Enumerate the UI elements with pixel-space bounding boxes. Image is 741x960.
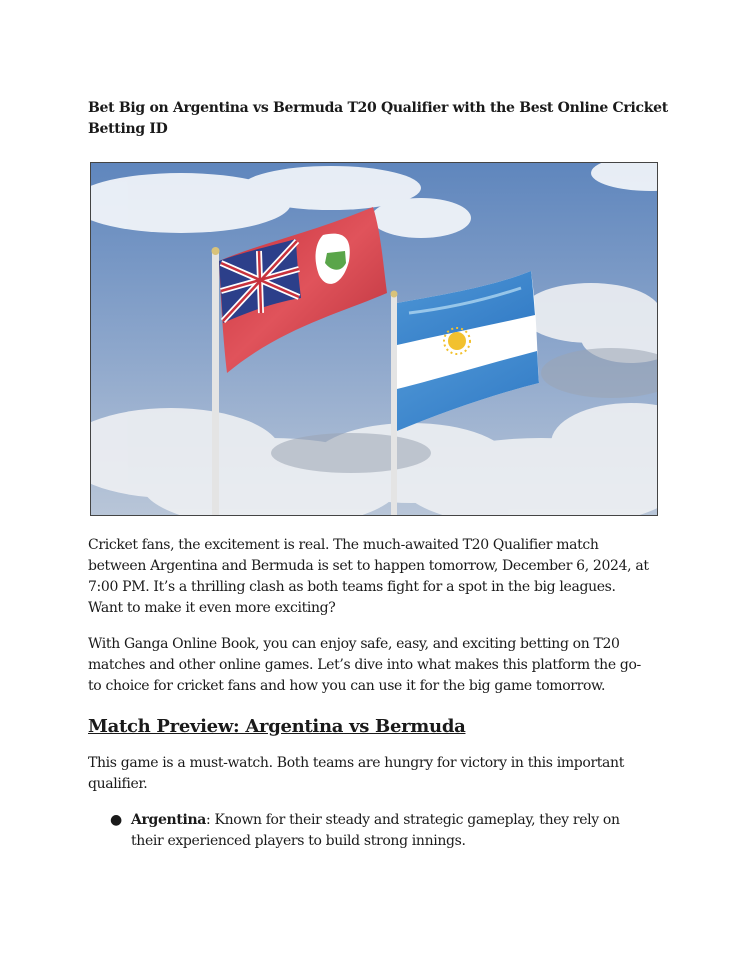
section-heading: Match Preview: Argentina vs Bermuda (88, 716, 466, 737)
bullet-icon: ● (110, 812, 122, 828)
list-item-text: : Known for their steady and strategic gameplay, they rely on their experienced players to build strong innings. (131, 812, 620, 849)
intro-paragraph: Cricket fans, the excitement is real. The much-awaited T20 Qualifier match between Argentina and Bermuda is set to happen tomorrow, December 6, 2024, at 7:00 PM. It’s a thrilling clash as both teams fight for a spot in the big leagues. Want to make it even more exciting? (88, 537, 649, 616)
team-list (108, 810, 653, 852)
flags-photo (90, 162, 658, 516)
platform-paragraph: With Ganga Online Book, you can enjoy safe, easy, and exciting betting on T20 matches and other online games. Let’s dive into what makes this platform the go-to choice for cricket fans and how you can use it for the big game tomorrow. (88, 636, 641, 694)
list-item (108, 810, 653, 852)
section-intro: This game is a must-watch. Both teams are hungry for victory in this important qualifier. (88, 755, 624, 792)
list-item-term: Argentina (131, 812, 206, 828)
document-title: Bet Big on Argentina vs Bermuda T20 Qualifier with the Best Online Cricket Betting ID (88, 100, 668, 137)
